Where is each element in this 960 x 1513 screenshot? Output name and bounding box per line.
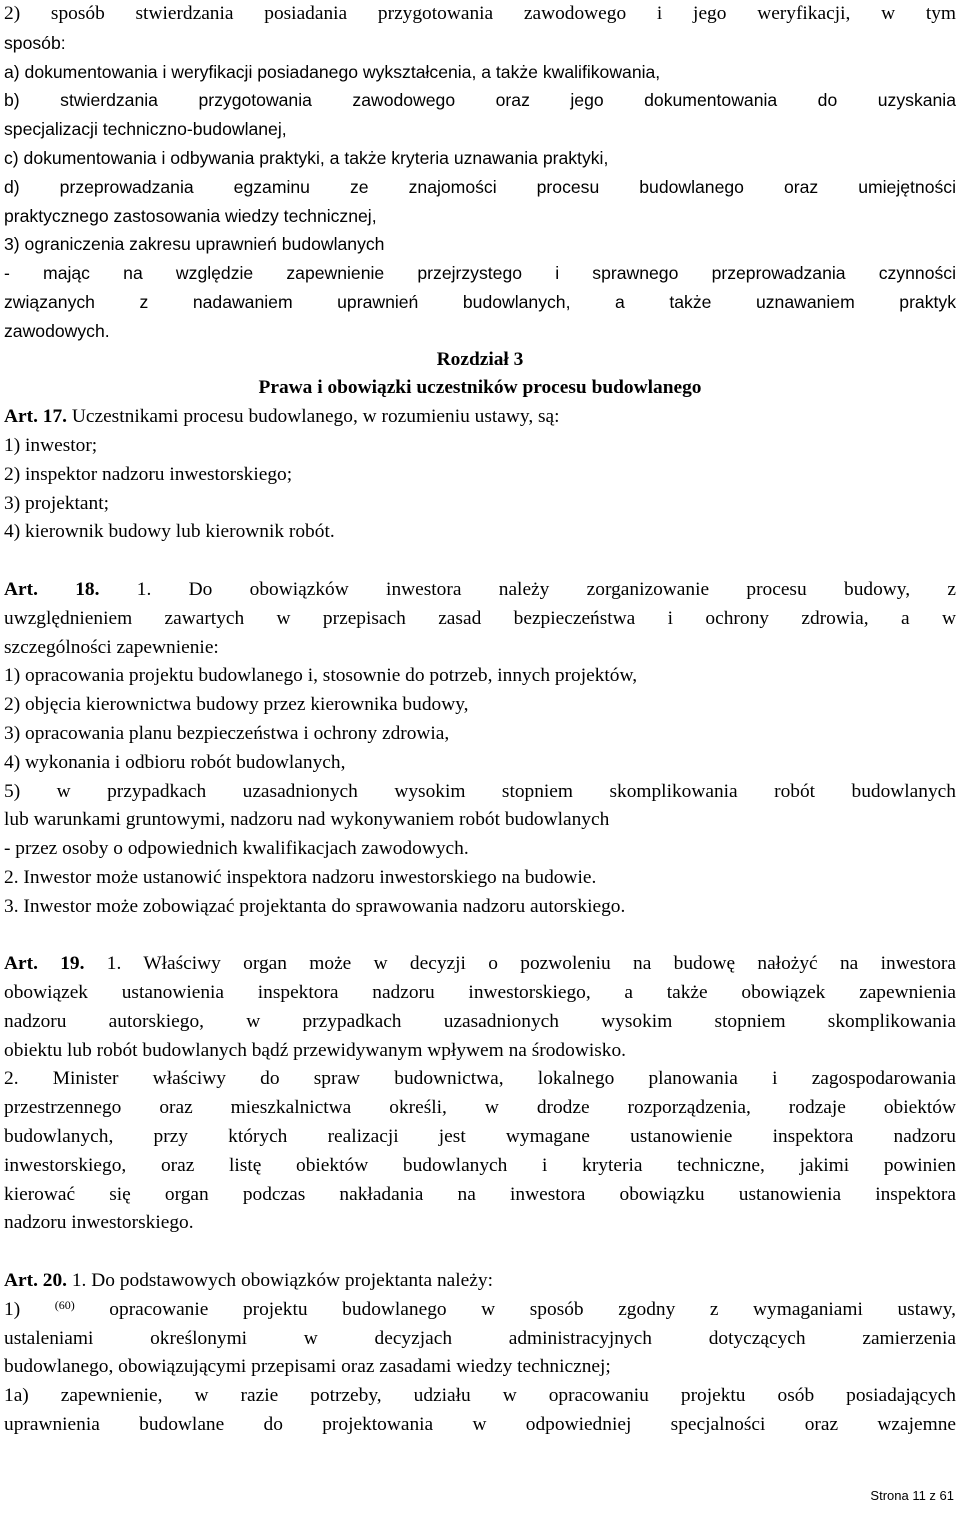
text-line: budowlanych, przy których realizacji jest wymagane ustanowienie inspektora nadzoru (4, 1126, 956, 1148)
text-line: nadzoru autorskiego, w przypadkach uzasadnionych wysokim stopniem skomplikowania (4, 1010, 956, 1032)
text-line: b) stwierdzania przygotowania zawodowego oraz jego dokumentowania do uzyskania (4, 90, 956, 111)
text-line: obowiązek ustanowienia inspektora nadzoru inwestorskiego, a także obowiązek zapewnienia (4, 982, 956, 1004)
text-line: związanych z nadawaniem uprawnień budowlanych, a także uznawaniem praktyk (4, 291, 956, 312)
text-line: praktycznego zastosowania wiedzy technicznej, (4, 205, 377, 226)
text-line: lub warunkami gruntowymi, nadzoru nad wykonywaniem robót budowlanych (4, 809, 610, 831)
article-text: Uczestnikami procesu budowlanego, w rozumieniu ustawy, są: (67, 406, 560, 428)
text-line: przestrzennego oraz mieszkalnictwa określi, w drodze rozporządzenia, rodzaje obiektów (4, 1097, 956, 1119)
paragraph-number: 1. (84, 953, 122, 975)
text-line: 2) objęcia kierownictwa budowy przez kierownika budowy, (4, 694, 469, 716)
text-line: ustaleniami określonymi w decyzjach administracyjnych dotyczących zamierzenia (4, 1327, 956, 1349)
article-text: Do obowiązków inwestora należy zorganizowanie procesu budowy, z (151, 578, 956, 600)
text-line: budowlanego, obowiązującymi przepisami oraz zasadami wiedzy technicznej; (4, 1356, 611, 1378)
text-line: obiektu lub robót budowlanych bądź przewidywanym wpływem na środowisko. (4, 1039, 626, 1061)
text-line: 2. Inwestor może ustanowić inspektora nadzoru inwestorskiego na budowie. (4, 866, 597, 888)
text-line: 3) opracowania planu bezpieczeństwa i ochrony zdrowia, (4, 722, 450, 744)
text-line: c) dokumentowania i odbywania praktyki, a także kryteria uznawania praktyki, (4, 147, 609, 168)
item-number: 1) (4, 1298, 21, 1320)
text-line: a) dokumentowania i weryfikacji posiadanego wykształcenia, a także kwalifikowania, (4, 61, 661, 82)
text-line: d) przeprowadzania egzaminu ze znajomości procesu budowlanego oraz umiejętności (4, 176, 956, 197)
paragraph-number: 1. (99, 578, 152, 600)
page-number-footer: Strona 11 z 61 (870, 1488, 954, 1503)
article-label: Art. 20. (4, 1270, 68, 1292)
text-line: uprawnienia budowlane do projektowania w odpowiedniej specjalności oraz wzajemne (4, 1414, 956, 1436)
text-line: specjalizacji techniczno-budowlanej, (4, 119, 287, 140)
paragraph-number: 1. (67, 1270, 87, 1292)
text-line: zawodowych. (4, 320, 110, 341)
list-item: 2) inspektor nadzoru inwestorskiego; (4, 463, 293, 485)
text-line: - mając na względzie zapewnienie przejrzystego i sprawnego przeprowadzania czynności (4, 263, 956, 284)
article-label: Art. 19. (4, 953, 85, 975)
text-line: 3) ograniczenia zakresu uprawnień budowlanych (4, 234, 385, 255)
footnote-marker: (60) (54, 1297, 75, 1312)
text-line: 1) opracowania projektu budowlanego i, stosownie do potrzeb, innych projektów, (4, 665, 638, 687)
text-line: inwestorskiego, oraz listę obiektów budowlanych i kryteria techniczne, jakimi powinien (4, 1154, 956, 1176)
list-item: 4) kierownik budowy lub kierownik robót. (4, 521, 335, 543)
text-line: 2) sposób stwierdzania posiadania przygotowania zawodowego i jego weryfikacji, w tym (4, 3, 956, 24)
text-line: - przez osoby o odpowiednich kwalifikacjach zawodowych. (4, 838, 469, 860)
chapter-title: Prawa i obowiązki uczestników procesu budowlanego (258, 377, 702, 399)
article-text: Do podstawowych obowiązków projektanta należy: (86, 1270, 493, 1292)
article-18-first-line (4, 576, 956, 605)
article-text: Właściwy organ może w decyzji o pozwoleniu na budowę nałożyć na inwestora (121, 953, 956, 975)
article-19-first-line (4, 950, 956, 979)
article-20-first-line (4, 1267, 956, 1296)
text-line: 1a) zapewnienie, w razie potrzeby, udziału w opracowaniu projektu osób posiadających (4, 1385, 956, 1407)
article-label: Art. 18. (4, 578, 100, 600)
article-20-item-1 (4, 1296, 956, 1325)
text-line: nadzoru inwestorskiego. (4, 1212, 194, 1234)
text-line: 5) w przypadkach uzasadnionych wysokim stopniem skomplikowania robót budowlanych (4, 780, 956, 802)
text-line: kierować się organ podczas nakładania na inwestora obowiązku ustanowienia inspektora (4, 1183, 956, 1205)
text-line: 3. Inwestor może zobowiązać projektanta do sprawowania nadzoru autorskiego. (4, 895, 626, 917)
text-line: 4) wykonania i odbioru robót budowlanych, (4, 751, 346, 773)
document-page (4, 0, 956, 1440)
text-line: sposób: (4, 32, 66, 53)
text-line: uwzględnieniem zawartych w przepisach zasad bezpieczeństwa i ochrony zdrowia, a w (4, 607, 956, 629)
chapter-number: Rozdział 3 (436, 348, 524, 370)
text-line: szczególności zapewnienie: (4, 636, 219, 658)
list-item: 1) inwestor; (4, 434, 98, 456)
article-17-intro (4, 403, 956, 432)
item-text: opracowanie projektu budowlanego w sposób zgodny z wymaganiami ustawy, (74, 1298, 956, 1320)
text-line: 2. Minister właściwy do spraw budownictwa, lokalnego planowania i zagospodarowania (4, 1068, 956, 1090)
list-item: 3) projektant; (4, 492, 110, 514)
article-label: Art. 17. (4, 406, 68, 428)
